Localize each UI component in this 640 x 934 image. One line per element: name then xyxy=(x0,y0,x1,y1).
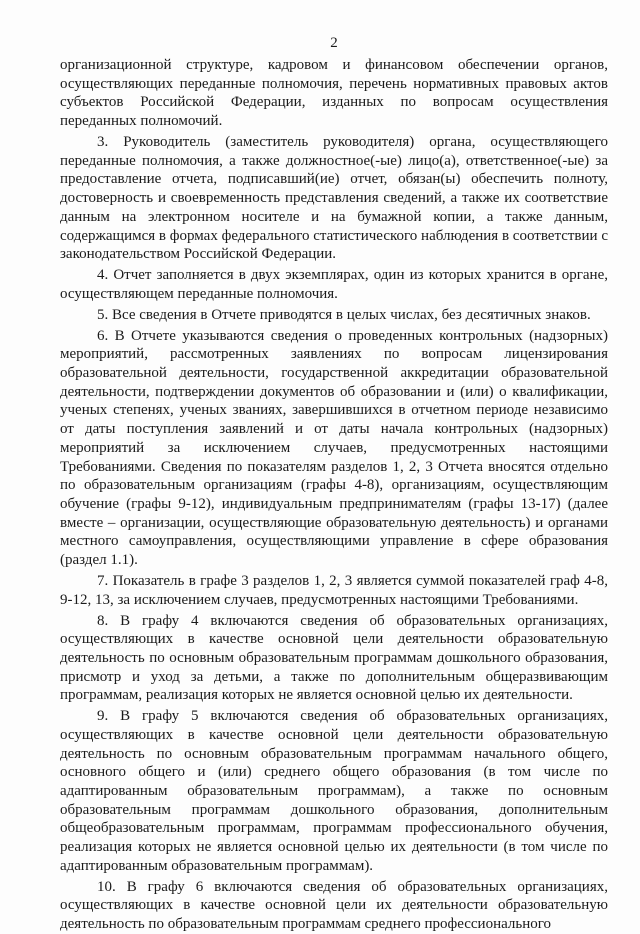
paragraph-10: 10. В графу 6 включаются сведения об образовательных организациях, осуществляющих в качестве основной цели их деятельности образовательную деятельность по образовательным программам среднего профессионального xyxy=(60,878,608,933)
paragraph-7: 7. Показатель в графе 3 разделов 1, 2, 3 является суммой показателей граф 4-8, 9-12, 13, за исключением случаев, предусмотренных настоящими Требованиями. xyxy=(60,572,608,608)
page-number: 2 xyxy=(330,35,338,51)
paragraph-4: 4. Отчет заполняется в двух экземплярах, один из которых хранится в органе, осуществляющем переданные полномочия. xyxy=(60,267,608,302)
paragraph-5: 5. Все сведения в Отчете приводятся в целых числах, без десятичных знаков. xyxy=(97,306,591,323)
paragraph-8: 8. В графу 4 включаются сведения об образовательных организациях, осуществляющих в качестве основной цели деятельности образовательную деятельность по основным образовательным программам дошкольного образования, присмотр и уход за детьми, а также по дополнительным общеразвивающим программам, реализация которых не является основной целью их деятельности. xyxy=(60,612,608,704)
paragraph-continuation: организационной структуре, кадровом и финансовом обеспечении органов, осуществляющих переданные полномочия, перечень нормативных правовых актов субъектов Российской Федерации, изданных по вопросам осуществления переданных полномочий. xyxy=(60,57,608,130)
paragraph-3: 3. Руководитель (заместитель руководителя) органа, осуществляющего переданные полномочия, а также должностное(-ые) лицо(а), ответственное(-ые) за предоставление отчета, подписавший(ие) отчет, обязан(ы) обеспечить полноту, достоверность и своевременность представления сведений, а также их соответствие данным на электронном носителе и на бумажной копии, а также данным, содержащимся в формах федерального статистического наблюдения в соответствии с законодательством Российской Федерации. xyxy=(60,134,608,263)
paragraph-6: 6. В Отчете указываются сведения о проведенных контрольных (надзорных) мероприятий, рассмотренных заявлениях по вопросам лицензирования образовательной деятельности, государственной аккредитации образовательной деятельности, подтверждении документов об образовании и (или) о квалификации, ученых степенях, ученых званиях, завершившихся в отчетном периоде независимо от даты поступления заявлений и от даты начала контрольных (надзорных) мероприятий за исключением случаев, предусмотренных настоящими Требованиями. Сведения по показателям разделов 1, 2, 3 Отчета вносятся отдельно по образовательным организациям (графы 4-8), организациям, осуществляющим обучение (графы 9-12), индивидуальным предпринимателям (графы 13-17) (далее вместе – организации, осуществляющие образовательную деятельность) и органами местного самоуправления, осуществляющими управление в сфере образования (раздел 1.1). xyxy=(60,327,608,569)
paragraph-9: 9. В графу 5 включаются сведения об образовательных организациях, осуществляющих в качестве основной цели деятельности образовательную деятельность по основным образовательным программам начального общего, основного общего и (или) среднего общего образования (в том числе по адаптированным образовательным программам), а также по основным образовательным программам дошкольного образования, дополнительным общеобразовательным программам, программам профессионального обучения, реализация которых не является основной целью их деятельности (в том числе по адаптированным образовательным программам). xyxy=(60,708,608,874)
